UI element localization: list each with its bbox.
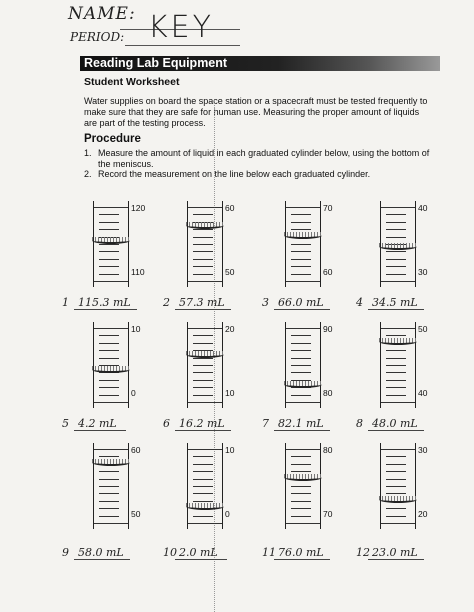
- graduation-tick: [193, 372, 213, 373]
- graduation-tick: [381, 281, 415, 282]
- graduation-tick: [188, 281, 222, 282]
- answer-number: 6: [163, 417, 170, 430]
- scale-label-bottom: 0: [131, 388, 136, 398]
- graduation-tick: [386, 471, 406, 472]
- graduation-tick: [99, 274, 119, 275]
- scale-label-bottom: 80: [323, 388, 333, 398]
- graduation-tick: [386, 335, 406, 336]
- answer-number: 7: [262, 417, 269, 430]
- graduation-tick: [99, 508, 119, 509]
- graduation-tick: [188, 207, 222, 208]
- graduated-cylinder: [380, 322, 416, 408]
- graduation-tick: [188, 449, 222, 450]
- graduation-tick: [94, 449, 128, 450]
- measurement-answer: [163, 546, 227, 560]
- graduation-tick: [99, 266, 119, 267]
- graduation-tick: [291, 486, 311, 487]
- graduation-tick: [291, 274, 311, 275]
- graduation-tick: [286, 523, 320, 524]
- graduated-cylinder: [187, 322, 223, 408]
- graduation-tick: [386, 372, 406, 373]
- graduation-tick: [291, 350, 311, 351]
- measurement-answer: [262, 296, 330, 310]
- graduation-tick: [386, 350, 406, 351]
- graduated-cylinder: [380, 443, 416, 529]
- graduation-tick: [99, 259, 119, 260]
- liquid-meniscus: [92, 237, 130, 244]
- scale-label-bottom: 40: [418, 388, 428, 398]
- scale-label-top: 30: [418, 445, 428, 455]
- graduation-tick: [291, 365, 311, 366]
- liquid-meniscus: [186, 503, 224, 510]
- graduation-tick: [99, 493, 119, 494]
- graduation-tick: [291, 229, 311, 230]
- graduation-tick: [193, 229, 213, 230]
- liquid-meniscus: [379, 496, 417, 503]
- scale-label-top: 60: [131, 445, 141, 455]
- graduation-tick: [99, 387, 119, 388]
- graduation-tick: [386, 251, 406, 252]
- graduation-tick: [193, 259, 213, 260]
- graduation-tick: [193, 456, 213, 457]
- answer-number: 1: [62, 296, 69, 309]
- graduation-tick: [381, 328, 415, 329]
- liquid-meniscus: [92, 366, 130, 373]
- graduation-tick: [386, 214, 406, 215]
- answer-number: 9: [62, 546, 69, 559]
- graduation-tick: [386, 479, 406, 480]
- graduation-tick: [386, 358, 406, 359]
- graduation-tick: [99, 456, 119, 457]
- graduation-tick: [99, 350, 119, 351]
- procedure-step: [84, 148, 439, 169]
- graduation-tick: [99, 471, 119, 472]
- scale-label-bottom: 0: [225, 509, 230, 519]
- graduation-tick: [94, 207, 128, 208]
- intro-paragraph: Water supplies on board the space station or a spacecraft must be tested frequently to make sure that they are safe for human use. Measuring the proper amount of liquids are part of the testing process.: [84, 96, 428, 128]
- scale-label-top: 60: [225, 203, 235, 213]
- answer-value: 16.2 mL: [175, 417, 231, 431]
- graduation-tick: [291, 222, 311, 223]
- graduation-tick: [193, 244, 213, 245]
- graduation-tick: [286, 207, 320, 208]
- graduation-tick: [99, 222, 119, 223]
- scale-label-top: 10: [225, 445, 235, 455]
- graduation-tick: [99, 244, 119, 245]
- answer-number: 4: [356, 296, 363, 309]
- liquid-meniscus: [284, 474, 322, 481]
- scale-label-bottom: 70: [323, 509, 333, 519]
- answer-number: 11: [262, 546, 276, 559]
- answer-number: 3: [262, 296, 269, 309]
- answer-number: 12: [356, 546, 370, 559]
- scale-label-top: 80: [323, 445, 333, 455]
- procedure-step: [84, 169, 439, 180]
- graduation-tick: [188, 523, 222, 524]
- liquid-meniscus: [92, 459, 130, 466]
- answer-key-handwriting: KEY: [148, 10, 214, 45]
- answer-value: 82.1 mL: [274, 417, 330, 431]
- step-text: Record the measurement on the line below each graduated cylinder.: [98, 169, 371, 179]
- answer-value: 57.3 mL: [175, 296, 231, 310]
- scale-label-top: 50: [418, 324, 428, 334]
- graduated-cylinder: [285, 443, 321, 529]
- answer-value: 4.2 mL: [74, 417, 126, 431]
- liquid-meniscus: [186, 222, 224, 229]
- graduation-tick: [386, 237, 406, 238]
- answer-value: 48.0 mL: [368, 417, 424, 431]
- graduation-tick: [291, 471, 311, 472]
- answer-value: 2.0 mL: [175, 546, 227, 560]
- scale-label-top: 20: [225, 324, 235, 334]
- graduation-tick: [291, 214, 311, 215]
- answer-value: 115.3 mL: [74, 296, 137, 310]
- graduation-tick: [291, 335, 311, 336]
- answer-value: 23.0 mL: [368, 546, 424, 560]
- scale-label-bottom: 30: [418, 267, 428, 277]
- graduation-tick: [193, 464, 213, 465]
- answer-value: 58.0 mL: [74, 546, 130, 560]
- graduation-tick: [193, 387, 213, 388]
- graduation-tick: [99, 358, 119, 359]
- answer-value: 66.0 mL: [274, 296, 330, 310]
- scale-label-top: 40: [418, 203, 428, 213]
- answer-number: 5: [62, 417, 69, 430]
- graduation-tick: [99, 214, 119, 215]
- graduation-tick: [291, 395, 311, 396]
- graduation-tick: [291, 372, 311, 373]
- graduation-tick: [193, 266, 213, 267]
- graduated-cylinder: [285, 322, 321, 408]
- liquid-meniscus: [284, 381, 322, 388]
- graduation-tick: [386, 516, 406, 517]
- answer-value: 34.5 mL: [368, 296, 424, 310]
- graduation-tick: [386, 456, 406, 457]
- graduation-tick: [286, 328, 320, 329]
- step-number: 2.: [84, 169, 92, 179]
- graduation-tick: [94, 281, 128, 282]
- graduation-tick: [193, 214, 213, 215]
- graduation-tick: [99, 501, 119, 502]
- graduation-tick: [291, 259, 311, 260]
- graduation-tick: [386, 508, 406, 509]
- name-label: NAME:: [68, 4, 136, 24]
- answer-value: 76.0 mL: [274, 546, 330, 560]
- measurement-answer: [262, 417, 330, 431]
- scale-label-bottom: 110: [131, 267, 145, 277]
- graduation-tick: [381, 402, 415, 403]
- measurement-answer: [356, 296, 424, 310]
- graduation-tick: [386, 486, 406, 487]
- scale-label-bottom: 10: [225, 388, 235, 398]
- answer-number: 2: [163, 296, 170, 309]
- step-number: 1.: [84, 148, 92, 158]
- graduation-tick: [193, 501, 213, 502]
- scale-label-top: 90: [323, 324, 333, 334]
- graduation-tick: [291, 358, 311, 359]
- procedure-heading: Procedure: [84, 133, 141, 145]
- scale-label-bottom: 50: [225, 267, 235, 277]
- graduation-tick: [99, 229, 119, 230]
- graduated-cylinder: [93, 201, 129, 287]
- graduation-tick: [291, 251, 311, 252]
- graduation-tick: [99, 343, 119, 344]
- scale-label-bottom: 20: [418, 509, 428, 519]
- graduation-tick: [94, 328, 128, 329]
- graduation-tick: [286, 449, 320, 450]
- graduated-cylinder: [285, 201, 321, 287]
- graduation-tick: [99, 380, 119, 381]
- measurement-answer: [62, 417, 126, 431]
- scale-label-top: 70: [323, 203, 333, 213]
- graduation-tick: [193, 471, 213, 472]
- graduation-tick: [99, 335, 119, 336]
- graduation-tick: [94, 402, 128, 403]
- graduation-tick: [188, 402, 222, 403]
- graduation-tick: [386, 274, 406, 275]
- worksheet-title: Reading Lab Equipment: [84, 56, 228, 70]
- worksheet-subtitle: Student Worksheet: [84, 76, 180, 88]
- graduation-tick: [193, 516, 213, 517]
- graduation-tick: [193, 274, 213, 275]
- measurement-answer: [356, 417, 424, 431]
- graduation-tick: [291, 244, 311, 245]
- scale-label-top: 10: [131, 324, 141, 334]
- scale-label-bottom: 50: [131, 509, 141, 519]
- graduation-tick: [188, 328, 222, 329]
- graduation-tick: [99, 516, 119, 517]
- graduation-tick: [193, 335, 213, 336]
- graduation-tick: [286, 281, 320, 282]
- graduation-tick: [291, 493, 311, 494]
- graduation-tick: [99, 479, 119, 480]
- graduation-tick: [99, 486, 119, 487]
- procedure-steps: [84, 148, 439, 180]
- graduation-tick: [386, 387, 406, 388]
- graduation-tick: [193, 343, 213, 344]
- scale-label-bottom: 60: [323, 267, 333, 277]
- liquid-meniscus: [379, 243, 417, 250]
- graduation-tick: [291, 456, 311, 457]
- graduation-tick: [193, 380, 213, 381]
- graduation-tick: [193, 365, 213, 366]
- graduation-tick: [291, 508, 311, 509]
- graduation-tick: [291, 343, 311, 344]
- graduation-tick: [99, 395, 119, 396]
- graduation-tick: [291, 464, 311, 465]
- measurement-answer: [356, 546, 424, 560]
- graduation-tick: [291, 501, 311, 502]
- graduation-tick: [193, 251, 213, 252]
- graduation-tick: [381, 207, 415, 208]
- graduation-tick: [386, 493, 406, 494]
- scale-label-top: 120: [131, 203, 146, 213]
- graduation-tick: [193, 479, 213, 480]
- graduation-tick: [291, 266, 311, 267]
- period-line: [125, 45, 240, 46]
- graduation-tick: [291, 516, 311, 517]
- measurement-answer: [262, 546, 330, 560]
- liquid-meniscus: [379, 338, 417, 345]
- graduation-tick: [193, 237, 213, 238]
- graduated-cylinder: [93, 443, 129, 529]
- graduation-tick: [386, 222, 406, 223]
- graduated-cylinder: [93, 322, 129, 408]
- graduation-tick: [193, 493, 213, 494]
- graduation-tick: [386, 365, 406, 366]
- graduation-tick: [386, 266, 406, 267]
- graduated-cylinder: [187, 443, 223, 529]
- measurement-answer: [163, 296, 231, 310]
- step-text: Measure the amount of liquid in each graduated cylinder below, using the bottom of the meniscus.: [98, 148, 430, 169]
- graduated-cylinder: [187, 201, 223, 287]
- measurement-answer: [62, 296, 137, 310]
- graduation-tick: [286, 402, 320, 403]
- graduation-tick: [193, 486, 213, 487]
- liquid-meniscus: [284, 232, 322, 239]
- answer-number: 10: [163, 546, 177, 559]
- graduation-tick: [386, 259, 406, 260]
- graduation-tick: [94, 523, 128, 524]
- graduation-tick: [381, 449, 415, 450]
- answer-number: 8: [356, 417, 363, 430]
- graduated-cylinder: [380, 201, 416, 287]
- measurement-answer: [163, 417, 231, 431]
- period-label: PERIOD:: [70, 30, 125, 44]
- graduation-tick: [386, 229, 406, 230]
- graduation-tick: [193, 395, 213, 396]
- graduation-tick: [386, 464, 406, 465]
- graduation-tick: [386, 395, 406, 396]
- graduation-tick: [386, 380, 406, 381]
- graduation-tick: [99, 251, 119, 252]
- measurement-answer: [62, 546, 130, 560]
- liquid-meniscus: [186, 351, 224, 358]
- graduation-tick: [381, 523, 415, 524]
